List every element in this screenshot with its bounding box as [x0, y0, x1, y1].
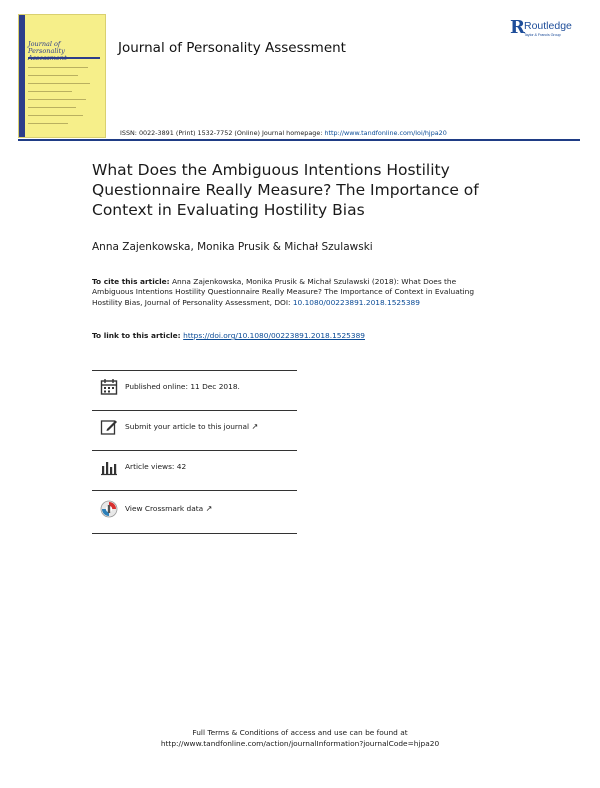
cover-text-line	[28, 83, 90, 84]
citation-block	[92, 277, 492, 308]
publisher-tagline: Taylor & Francis Group	[524, 33, 561, 37]
edit-icon	[100, 418, 118, 436]
crossmark-row[interactable]	[100, 500, 300, 520]
cover-title-line1: Journal of	[28, 40, 61, 48]
article-doi-link[interactable]: https://doi.org/10.1080/00223891.2018.1525389	[183, 331, 365, 340]
citation-label: To cite this article:	[92, 277, 170, 286]
cover-text-line	[28, 115, 83, 116]
calendar-icon	[100, 378, 118, 396]
crossmark-link[interactable]	[125, 504, 212, 513]
cover-text-line	[28, 123, 68, 124]
journal-homepage-link[interactable]: http://www.tandfonline.com/loi/hjpa20	[324, 129, 447, 137]
published-row	[100, 378, 300, 398]
submit-article-link[interactable]	[125, 422, 258, 431]
meta-divider	[92, 490, 297, 491]
cover-text-line	[28, 107, 76, 108]
meta-divider	[92, 370, 297, 371]
article-views: Article views: 42	[125, 462, 187, 471]
crossmark-icon	[100, 500, 118, 518]
submit-row[interactable]	[100, 418, 300, 438]
views-row	[100, 458, 300, 478]
meta-divider	[92, 533, 297, 534]
issn-text: ISSN: 0022-3891 (Print) 1532-7752 (Online) Journal homepage:	[120, 129, 325, 137]
bar-chart-icon	[100, 458, 118, 476]
external-link-icon: ↗	[251, 422, 259, 431]
article-title: What Does the Ambiguous Intentions Hostility Questionnaire Really Measure? The Importance of Context in Evaluating Hostility Bias	[92, 161, 479, 219]
journal-title[interactable]: Journal of Personality Assessment	[118, 40, 346, 56]
footer-terms-link[interactable]: http://www.tandfonline.com/action/journalInformation?journalCode=hjpa20	[160, 739, 440, 748]
footer	[0, 727, 600, 749]
published-date: Published online: 11 Dec 2018.	[125, 382, 240, 391]
cover-text-line	[28, 99, 86, 100]
cover-spine	[19, 15, 25, 137]
crossmark-label: View Crossmark data	[125, 504, 204, 513]
link-label: To link to this article:	[92, 331, 184, 340]
cover-text-line	[28, 75, 78, 76]
article-authors: Anna Zajenkowska, Monika Prusik & Michał Szulawski	[92, 241, 373, 253]
issn-line	[120, 129, 447, 137]
publisher-name: Routledge	[524, 20, 572, 32]
cover-title-line2: Personality	[28, 47, 65, 55]
journal-cover-image	[18, 14, 106, 138]
article-link-line	[92, 331, 365, 340]
meta-divider	[92, 410, 297, 411]
cover-bar	[28, 57, 100, 59]
citation-text: Anna Zajenkowska, Monika Prusik & Michał Szulawski (2018): What Does the Ambiguous Intentions Hostility Questionnaire Really Measure? The Importance of Context in Evaluating Hostility Bias, Journal of Personality Assessment, DOI:	[92, 277, 475, 307]
footer-terms-text: Full Terms & Conditions of access and use can be found at	[192, 728, 408, 737]
external-link-icon: ↗	[205, 504, 213, 513]
routledge-r-icon: R	[510, 17, 525, 38]
meta-divider	[92, 450, 297, 451]
publisher-logo[interactable]	[510, 17, 590, 45]
citation-doi-link[interactable]: 10.1080/00223891.2018.1525389	[292, 297, 420, 307]
cover-text-line	[28, 91, 72, 92]
submit-article-label: Submit your article to this journal	[125, 422, 250, 431]
cover-text-line	[28, 67, 88, 68]
header-divider	[18, 139, 580, 141]
